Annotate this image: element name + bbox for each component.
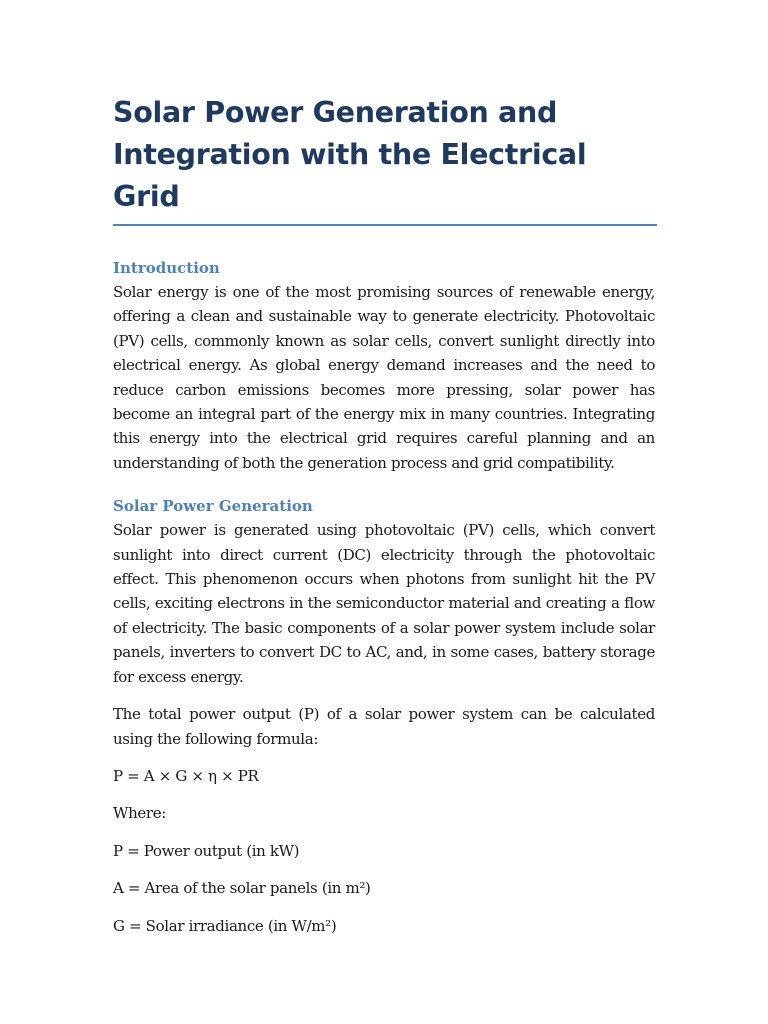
formula-intro-paragraph: The total power output (P) of a solar power system can be calculated using the following formula: bbox=[113, 705, 655, 748]
title-divider bbox=[113, 224, 657, 226]
where-label: Where: bbox=[113, 804, 166, 823]
definition-panel-area: A = Area of the solar panels (in m²) bbox=[113, 879, 371, 898]
document-page bbox=[113, 92, 655, 938]
introduction-paragraph: Solar energy is one of the most promising sources of renewable energy, offering a clean and sustainable way to generate electricity. Photovoltaic (PV) cells, commonly known as solar cells, convert sunlight directly into electrical energy. As global energy demand increases and the need to reduce carbon emissions becomes more pressing, solar power has become an integral part of the energy mix in many countries. Integrating this energy into the electrical grid requires careful planning and an understanding of both the generation process and grid compatibility. bbox=[113, 283, 655, 472]
section-heading-solar-power-generation: Solar Power Generation bbox=[113, 497, 313, 516]
section-heading-introduction: Introduction bbox=[113, 259, 220, 277]
document-title: Solar Power Generation and Integration with the Electrical Grid bbox=[113, 96, 587, 213]
power-formula: P = A × G × η × PR bbox=[113, 766, 259, 785]
definition-solar-irradiance: G = Solar irradiance (in W/m²) bbox=[113, 916, 337, 935]
definition-power-output: P = Power output (in kW) bbox=[113, 841, 300, 860]
generation-paragraph: Solar power is generated using photovoltaic (PV) cells, which convert sunlight into direct current (DC) electricity through the photovoltaic effect. This phenomenon occurs when photons from sunlight hit the PV cells, exciting electrons in the semiconductor material and creating a flow of electricity. The basic components of a solar power system include solar panels, inverters to convert DC to AC, and, in some cases, battery storage for excess energy. bbox=[113, 521, 655, 686]
